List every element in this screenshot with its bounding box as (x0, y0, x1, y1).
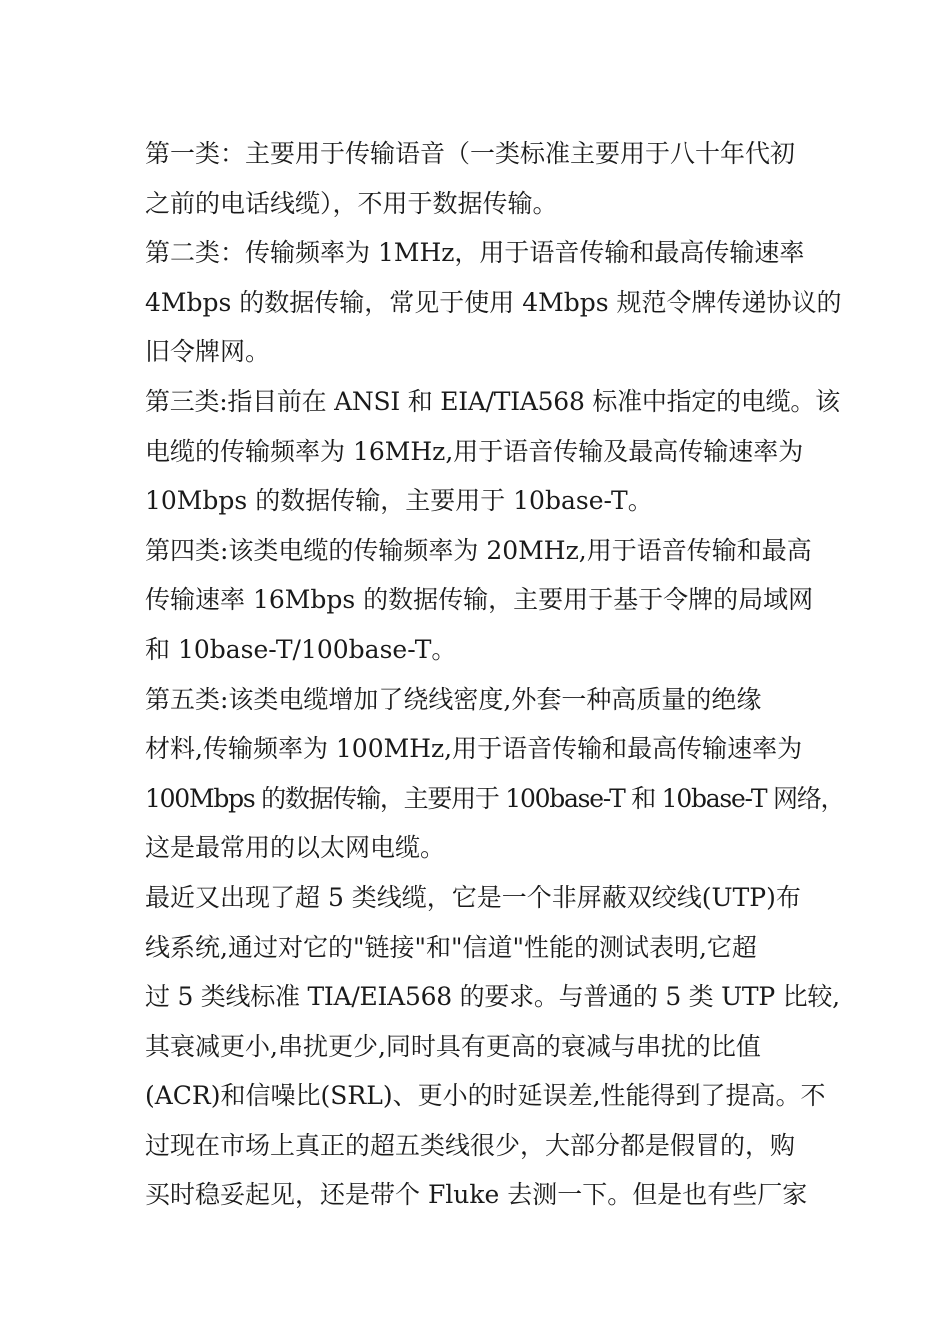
paragraph-category-5 (145, 675, 845, 873)
paragraph-super-category-5 (145, 873, 840, 1220)
text-line: 和 10base-T/100base-T。 (145, 634, 457, 664)
text-line: 4Mbps 的数据传输，常见于使用 4Mbps 规范令牌传递协议的 (145, 287, 842, 317)
text-line: 这是最常用的以太网电缆。 (145, 833, 446, 863)
document-body (145, 129, 845, 1220)
text-line: 100Mbps 的数据传输，主要用于 100base-T 和 10base-T 网络， (145, 783, 845, 813)
text-line: (ACR)和信噪比(SRL)、更小的时延误差,性能得到了提高。不 (145, 1081, 826, 1111)
paragraph-category-1 (145, 129, 835, 228)
text-line: 买时稳妥起见，还是带个 Fluke 去测一下。但是也有些厂家 (145, 1180, 808, 1210)
text-line: 第三类:指目前在 ANSI 和 EIA/TIA568 标准中指定的电缆。该 (145, 386, 840, 416)
text-line: 之前的电话线缆），不用于数据传输。 (145, 188, 558, 218)
paragraph-category-2 (145, 228, 842, 377)
text-line: 传输速率 16Mbps 的数据传输，主要用于基于令牌的局域网 (145, 585, 814, 615)
text-line: 10Mbps 的数据传输，主要用于 10base-T。 (145, 486, 653, 516)
text-line: 材料,传输频率为 100MHz,用于语音传输和最高传输速率为 (145, 734, 803, 764)
text-line: 线系统,通过对它的"链接"和"信道"性能的测试表明,它超 (145, 932, 757, 962)
text-line: 电缆的传输频率为 16MHz,用于语音传输及最高传输速率为 (145, 436, 804, 466)
text-line: 第一类：主要用于传输语音（一类标准主要用于八十年代初 (145, 139, 796, 168)
paragraph-category-3 (145, 377, 840, 526)
text-line: 第二类：传输频率为 1MHz，用于语音传输和最高传输速率 (145, 238, 805, 268)
text-line: 最近又出现了超 5 类线缆，它是一个非屏蔽双绞线(UTP)布 (145, 882, 801, 912)
text-line: 其衰减更小,串扰更少,同时具有更高的衰减与串扰的比值 (145, 1031, 761, 1061)
text-line: 第五类:该类电缆增加了绕线密度,外套一种高质量的绝缘 (145, 684, 762, 714)
text-line: 旧令牌网。 (145, 337, 271, 367)
paragraph-category-4 (145, 526, 835, 675)
text-line: 过现在市场上真正的超五类线很少，大部分都是假冒的，购 (145, 1130, 796, 1160)
text-line: 第四类:该类电缆的传输频率为 20MHz,用于语音传输和最高 (145, 535, 812, 565)
text-line: 过 5 类线标准 TIA/EIA568 的要求。与普通的 5 类 UTP 比较, (145, 982, 840, 1012)
